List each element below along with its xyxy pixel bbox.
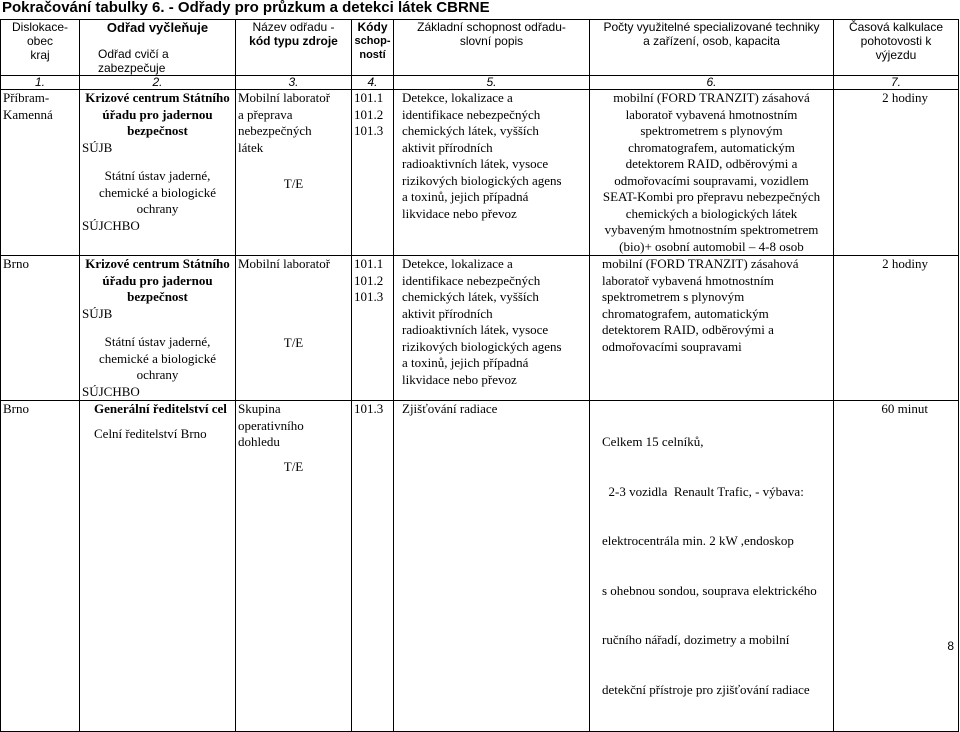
capability-text: rizikových biologických agens: [402, 338, 562, 354]
training-organisation: Státní ústav jaderné,: [104, 168, 211, 183]
column-number: 3.: [236, 76, 352, 90]
unit-cell: [236, 256, 352, 401]
training-organisation: chemické a biologické: [99, 184, 216, 200]
unit-name: Skupina: [238, 401, 281, 416]
organisation-name: úřadu pro jadernou: [102, 106, 213, 122]
capability-text: chemických látek, vyšších: [402, 123, 539, 138]
column-number: 5.: [394, 76, 590, 90]
unit-type-code: T/E: [283, 176, 304, 191]
equipment-text: odmořovacími soupravami: [602, 338, 742, 354]
equipment-cell: [590, 256, 834, 401]
header-text: a zařízení, osob, kapacita: [643, 34, 780, 48]
capability-text: likvidace nebo převoz: [402, 205, 517, 221]
capability-code: 101.1: [354, 90, 384, 105]
unit-name: Mobilní laboratoř: [238, 90, 331, 105]
unit-cell: [236, 90, 352, 256]
unit-name: látek: [238, 139, 264, 155]
codes-cell: [352, 256, 394, 401]
capability-code: 101.1: [354, 256, 384, 271]
equipment-text: detekční přístroje pro zjišťování radiace: [602, 681, 810, 697]
page-title: Pokračování tabulky 6. - Odřady pro průzkum a detekci látek CBRNE: [2, 0, 490, 16]
location-text: Brno: [3, 256, 29, 271]
location-text: Kamenná: [3, 106, 53, 122]
capability-text: rizikových biologických agens: [402, 172, 562, 188]
capability-code: 101.3: [354, 289, 384, 304]
location-cell: [1, 256, 80, 401]
training-organisation-abbr: SÚJCHBO: [82, 217, 140, 233]
header-organisation: [80, 20, 236, 76]
header-text: kód typu zdroje: [249, 34, 338, 48]
equipment-cell: [590, 90, 834, 256]
header-text: pohotovosti k: [860, 34, 932, 48]
capability-cell: [394, 401, 590, 732]
training-organisation: ochrany: [136, 201, 179, 216]
capability-cell: [394, 256, 590, 401]
capability-text: aktivit přírodních: [402, 305, 493, 321]
organisation-abbr: SÚJB: [82, 139, 113, 155]
capability-text: Zjišťování radiace: [402, 401, 498, 416]
capability-code: 101.2: [354, 106, 384, 122]
column-number: 4.: [352, 76, 394, 90]
header-text: Kódy: [357, 20, 388, 34]
header-location: [1, 20, 80, 76]
organisation-name: Krizové centrum Státního: [85, 256, 230, 271]
location-text: Příbram-: [3, 90, 50, 105]
capability-text: aktivit přírodních: [402, 139, 493, 155]
header-text: výjezdu: [875, 48, 917, 62]
header-text: Dislokace-: [11, 20, 68, 34]
equipment-text: spektrometrem s plynovým: [640, 123, 783, 138]
header-text: Základní schopnost odřadu-: [417, 20, 566, 34]
unit-type-code: T/E: [283, 458, 304, 474]
header-text: slovní popis: [459, 34, 524, 48]
capability-text: chemických látek, vyšších: [402, 289, 539, 304]
equipment-text: s ohebnou sondou, souprava elektrického: [602, 582, 817, 598]
organisation-name: úřadu pro jadernou: [102, 272, 213, 288]
capability-text: a toxinů, jejich případná: [402, 355, 529, 370]
header-text: Počty využitelné specializované techniky: [603, 20, 820, 34]
time-cell: [834, 90, 959, 256]
table-row: [1, 256, 959, 401]
location-text: Brno: [3, 401, 29, 416]
organisation-cell: [80, 401, 236, 732]
time-text: 60 minut: [881, 401, 928, 416]
time-cell: [834, 401, 959, 732]
header-text: Odřad vyčleňuje: [106, 20, 209, 35]
header-codes: [352, 20, 394, 76]
capability-code: 101.2: [354, 272, 384, 288]
organisation-cell: [80, 256, 236, 401]
equipment-text: spektrometrem s plynovým: [602, 289, 745, 304]
capability-text: radioaktivních látek, vysoce: [402, 322, 549, 337]
header-equipment: [590, 20, 834, 76]
equipment-text: vybaveným hmotnostním spektrometrem: [604, 222, 819, 237]
capability-code: 101.3: [354, 123, 384, 138]
header-text: ností: [359, 49, 386, 61]
equipment-text: elektrocentrála min. 2 kW ,endoskop: [602, 533, 794, 548]
page-number: 8: [947, 639, 954, 653]
equipment-text: mobilní (FORD TRANZIT) zásahová: [602, 256, 799, 271]
equipment-text: detektorem RAID, odběrovými a: [625, 156, 798, 171]
header-text: kraj: [30, 48, 50, 62]
codes-cell: [352, 401, 394, 732]
capability-cell: [394, 90, 590, 256]
training-organisation-abbr: SÚJCHBO: [82, 383, 140, 399]
header-text: schop-: [354, 35, 391, 47]
capability-text: Detekce, lokalizace a: [402, 256, 513, 271]
capability-text: a toxinů, jejich případná: [402, 189, 529, 204]
header-text: Název odřadu -: [252, 20, 335, 34]
column-number: 7.: [834, 76, 959, 90]
unit-name: nebezpečných: [238, 123, 312, 138]
header-text: obec: [26, 34, 54, 48]
header-capability: [394, 20, 590, 76]
capability-text: Detekce, lokalizace a: [402, 90, 513, 105]
organisation-abbr: SÚJB: [82, 305, 113, 321]
column-number: 1.: [1, 76, 80, 90]
equipment-text: ručního nářadí, dozimetry a mobilní: [602, 632, 790, 647]
equipment-text: 2-3 vozidla Renault Trafic, - výbava:: [602, 483, 804, 499]
organisation-cell: [80, 90, 236, 256]
equipment-text: odmořovacími soupravami, vozidlem: [614, 172, 809, 188]
column-number: 2.: [80, 76, 236, 90]
unit-name: operativního: [238, 417, 304, 433]
organisation-name: Krizové centrum Státního: [85, 90, 230, 105]
training-organisation: Státní ústav jaderné,: [104, 334, 211, 349]
organisation-name: bezpečnost: [127, 289, 188, 304]
equipment-text: chemických a biologických látek: [625, 205, 798, 221]
unit-name: Mobilní laboratoř: [238, 256, 331, 271]
equipment-text: Celkem 15 celníků,: [602, 434, 704, 449]
column-number: 6.: [590, 76, 834, 90]
location-cell: [1, 401, 80, 732]
header-text: Časová kalkulace: [848, 20, 944, 34]
unit-name: a přeprava: [238, 106, 293, 122]
organisation-name: bezpečnost: [127, 123, 188, 138]
unit-name: dohledu: [238, 434, 280, 449]
time-cell: [834, 256, 959, 401]
equipment-text: detektorem RAID, odběrovými a: [602, 322, 774, 337]
header-unit-name: [236, 20, 352, 76]
equipment-text: SEAT-Kombi pro přepravu nebezpečných: [602, 189, 821, 204]
units-table: [0, 19, 959, 732]
equipment-text: (bio)+ osobní automobil – 4-8 osob: [619, 238, 804, 254]
capability-text: likvidace nebo převoz: [402, 371, 517, 387]
header-time: [834, 20, 959, 76]
equipment-text: chromatografem, automatickým: [628, 139, 795, 155]
equipment-text: chromatografem, automatickým: [602, 305, 769, 321]
header-text: Odřad cvičí a zabezpečuje: [98, 47, 169, 75]
header-row: [1, 20, 959, 76]
time-text: 2 hodiny: [882, 90, 928, 105]
equipment-cell: [590, 401, 834, 732]
codes-cell: [352, 90, 394, 256]
table-row: [1, 401, 959, 732]
unit-cell: [236, 401, 352, 732]
capability-text: identifikace nebezpečných: [402, 272, 541, 288]
capability-code: 101.3: [354, 401, 384, 416]
training-organisation: chemické a biologické: [99, 350, 216, 366]
capability-text: identifikace nebezpečných: [402, 106, 541, 122]
equipment-text: laboratoř vybavená hmotnostním: [602, 272, 774, 288]
table-row: [1, 90, 959, 256]
location-cell: [1, 90, 80, 256]
equipment-text: laboratoř vybavená hmotnostním: [625, 106, 798, 122]
organisation-name: Generální ředitelství cel: [94, 401, 227, 416]
training-organisation: ochrany: [136, 367, 179, 382]
unit-type-code: T/E: [283, 334, 304, 350]
time-text: 2 hodiny: [882, 256, 928, 271]
equipment-text: mobilní (FORD TRANZIT) zásahová: [613, 90, 810, 105]
training-organisation: Celní ředitelství Brno: [94, 425, 207, 441]
column-number-row: [1, 76, 959, 90]
capability-text: radioaktivních látek, vysoce: [402, 156, 549, 171]
